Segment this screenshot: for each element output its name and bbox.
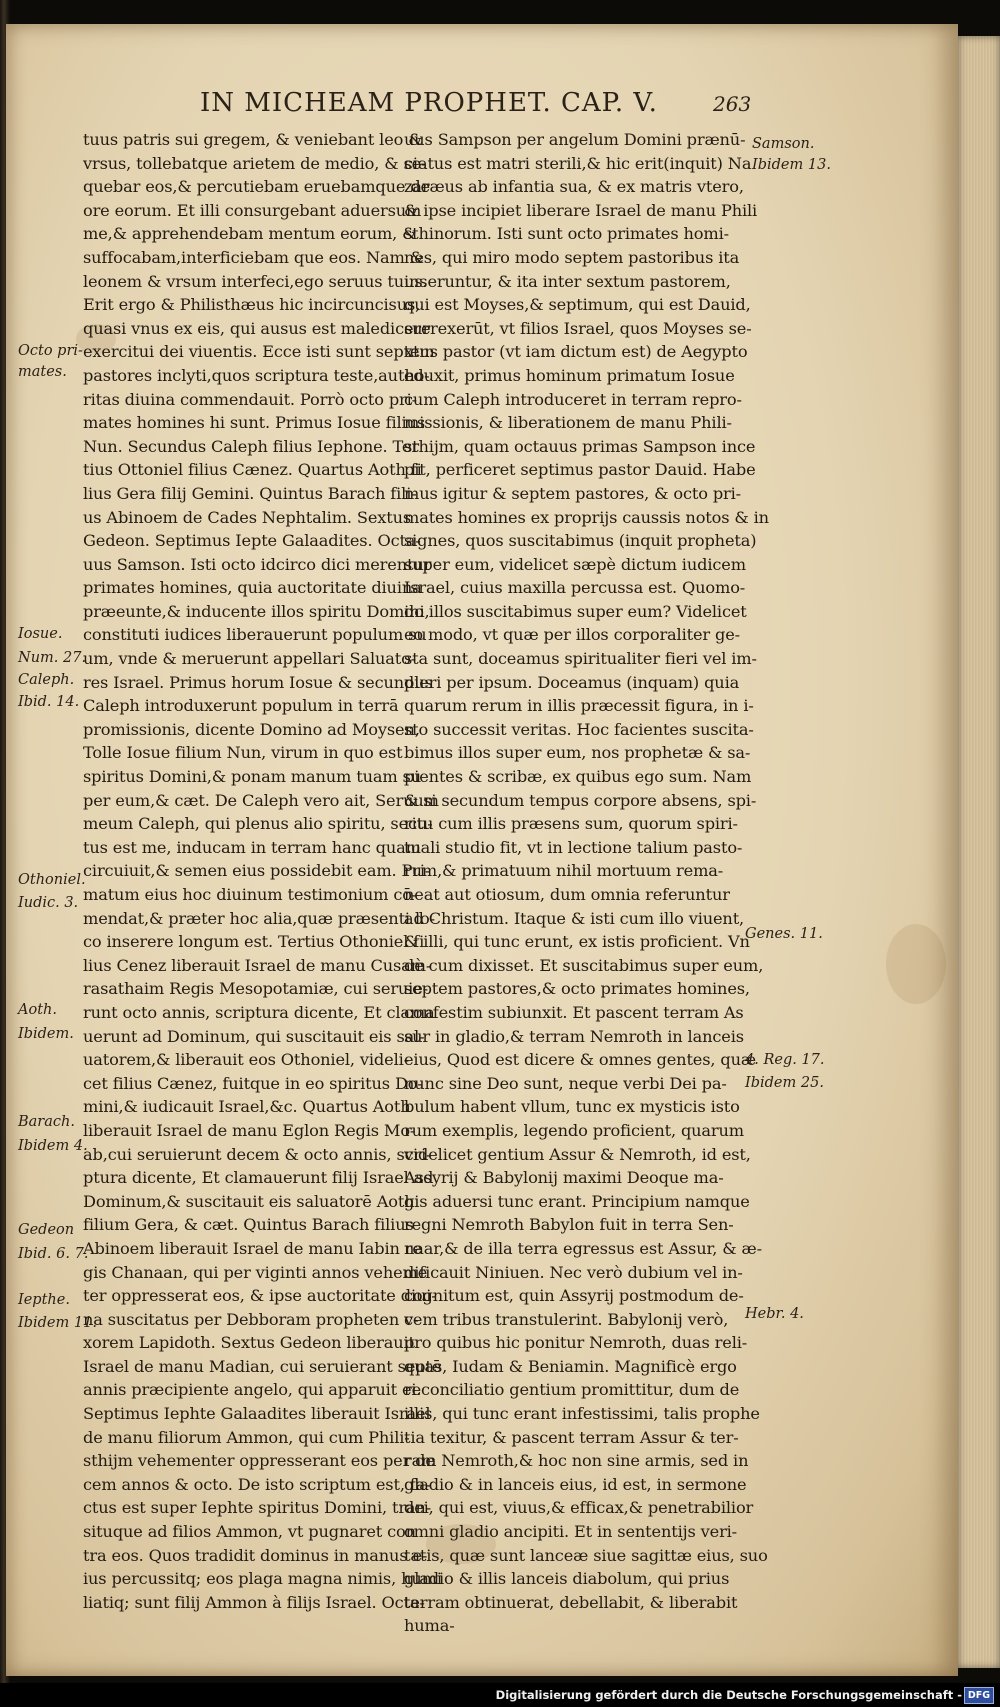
text-line: tia texitur, & pascent terram Assur & ter- bbox=[404, 1427, 739, 1447]
margin-note: Genes. 11. bbox=[745, 926, 823, 942]
text-line: huma- bbox=[404, 1616, 455, 1636]
text-line: ritas diuina commendauit. Porrò octo pri- bbox=[83, 389, 417, 409]
text-line: Dominum,& suscitauit eis saluatorē Aoth bbox=[83, 1191, 415, 1211]
text-line: na suscitatus per Debboram propheten v- bbox=[83, 1309, 419, 1329]
text-line: us Abinoem de Cades Nephtalim. Sextus bbox=[83, 507, 412, 527]
text-line: & si secundum tempus corpore absens, spi- bbox=[404, 790, 757, 810]
text-line: mates homines ex proprijs caussis notos & in bbox=[404, 507, 769, 527]
text-line: liatiq; sunt filij Ammon à filijs Israel. Octa- bbox=[83, 1592, 425, 1612]
text-line: lius Cenez liberauit Israel de manu Cusam- bbox=[83, 955, 432, 975]
text-line: tus est me, inducam in terram hanc quam bbox=[83, 837, 421, 857]
text-line: Gedeon. Septimus Iepte Galaadites. Octa- bbox=[83, 531, 421, 551]
text-line: suffocabam,interficiebam que eos. Nam & bbox=[83, 247, 424, 267]
text-line: sthijm vehementer oppresserant eos per de bbox=[83, 1451, 435, 1471]
margin-note: Ibidem. bbox=[18, 1026, 74, 1042]
text-line: leonem & vrsum interfeci,ego seruus tuus. bbox=[83, 271, 428, 291]
text-line: eius, Quod est dicere & omnes gentes, quæ bbox=[404, 1050, 756, 1070]
text-line: pro quibus hic ponitur Nemroth, duas reli- bbox=[404, 1333, 748, 1353]
text-line: dè cum dixisset. Et suscitabimus super eum, bbox=[404, 955, 764, 975]
margin-note: Ibidem 11. bbox=[18, 1315, 97, 1331]
margin-note: Iudic. 3. bbox=[18, 895, 79, 911]
margin-note: Num. 27. bbox=[18, 650, 87, 666]
text-line: qui est Moyses,& septimum, qui est Dauid, bbox=[404, 295, 751, 315]
margin-note: Ibid. 6. 7. bbox=[18, 1246, 89, 1262]
text-line: sthijm, quam octauus primas Sampson ince bbox=[404, 436, 756, 456]
margin-note: 4. Reg. 17. bbox=[745, 1052, 825, 1068]
text-line: Septimus Iephte Galaadites liberauit Israel bbox=[83, 1404, 431, 1424]
text-line: mini,& iudicauit Israel,&c. Quartus Aoth bbox=[83, 1097, 411, 1117]
text-line: um, vnde & meruerunt appellari Saluato- bbox=[83, 649, 417, 669]
text-line: uatorem,& liberauit eos Othoniel, videli- bbox=[83, 1050, 409, 1070]
text-line: uerunt ad Dominum, qui suscitauit eis sal- bbox=[83, 1026, 425, 1046]
margin-note: Octo pri- bbox=[18, 343, 83, 359]
text-line: Caleph introduxerunt populum in terrā bbox=[83, 696, 399, 716]
text-line: filium Gera, & cæt. Quintus Barach filius bbox=[83, 1215, 414, 1235]
margin-note: Caleph. bbox=[18, 672, 75, 688]
text-line: omni gladio ancipiti. Et in sententijs veri- bbox=[404, 1522, 737, 1542]
text-line: lius Gera filij Gemini. Quintus Barach fili- bbox=[83, 483, 417, 503]
text-line: ritu cum illis præsens sum, quorum spiri- bbox=[404, 814, 738, 834]
text-line: cet filius Cænez, fuitque in eo spiritus Do- bbox=[83, 1073, 423, 1093]
text-line: mendat,& præter hoc alia,quæ præsenti lo- bbox=[83, 908, 435, 928]
text-line: dei, qui est, viuus,& efficax,& penetrabilior bbox=[404, 1498, 754, 1518]
text-line: ram Nemroth,& hoc non sine armis, sed in bbox=[404, 1451, 749, 1471]
text-line: Erit ergo & Philisthæus hic incircuncisus, bbox=[83, 295, 421, 315]
text-line: Israel, cuius maxilla percussa est. Quomo- bbox=[404, 578, 746, 598]
text-line: cem tribus transtulerint. Babylonij verò, bbox=[404, 1309, 729, 1329]
text-line: res Israel. Primus horum Iosue & secundus bbox=[83, 672, 433, 692]
margin-note: Hebr. 4. bbox=[745, 1306, 804, 1322]
margin-note: Gedeon bbox=[18, 1222, 75, 1238]
text-line: ad Christum. Itaque & isti cum illo viuent, bbox=[404, 908, 745, 928]
text-line: vrsus, tollebatque arietem de medio, & se- bbox=[83, 153, 427, 173]
margin-note: Ibidem 25. bbox=[745, 1075, 824, 1091]
text-line: terram obtinuerat, debellabit, & liberabit bbox=[404, 1592, 738, 1612]
text-line: de manu filiorum Ammon, qui cum Phili- bbox=[83, 1427, 410, 1447]
text-line: bimus illos super eum, nos prophetæ & sa- bbox=[404, 743, 751, 763]
text-line: confestim subiunxit. Et pascent terram As bbox=[404, 1002, 744, 1022]
text-line: pleri per ipsum. Doceamus (inquam) quia bbox=[404, 672, 740, 692]
text-line: sthinorum. Isti sunt octo primates homi- bbox=[404, 224, 729, 244]
margin-note: Othoniel. bbox=[18, 872, 86, 888]
text-line: Abinoem liberauit Israel de manu Iabin re bbox=[83, 1238, 422, 1258]
paper-stain bbox=[886, 924, 946, 1004]
text-line: præeunte,& inducente illos spiritu Domini, bbox=[83, 601, 430, 621]
text-line: tius Ottoniel filius Cænez. Quartus Aoth fi bbox=[83, 460, 422, 480]
dfg-logo-icon: DFG bbox=[964, 1687, 994, 1704]
text-line: illis, qui tunc erant infestissimi, talis prophe bbox=[404, 1404, 760, 1424]
right-text-column bbox=[404, 128, 769, 1638]
text-line: zaræus ab infantia sua, & ex matris vtero, bbox=[404, 177, 744, 197]
text-line: sto successit veritas. Hoc facientes suscita- bbox=[404, 719, 754, 739]
text-line: tatis, quæ sunt lanceæ siue sagittæ eius, suo bbox=[404, 1545, 768, 1565]
text-line: signes, quos suscitabimus (inquit propheta) bbox=[404, 531, 757, 551]
margin-note: Iosue. bbox=[18, 626, 63, 642]
text-line: ius percussitq; eos plaga magna nimis, humi bbox=[83, 1569, 442, 1589]
funding-credit: Digitalisierung gefördert durch die Deutsche Forschungsgemeinschaft - bbox=[495, 1688, 962, 1702]
text-line: gis aduersi tunc erant. Principium namque bbox=[404, 1191, 750, 1211]
margin-note: Samson. bbox=[752, 136, 815, 152]
margin-note: Iepthe. bbox=[18, 1292, 70, 1308]
text-line: uus Samson. Isti octo idcirco dici merentur bbox=[83, 554, 432, 574]
text-line: gladio & illis lanceis diabolum, qui prius bbox=[404, 1569, 730, 1589]
text-line: cum Caleph introduceret in terram repro- bbox=[404, 389, 742, 409]
text-line: tuali studio fit, vt in lectione talium pasto- bbox=[404, 837, 743, 857]
text-line: sur in gladio,& terram Nemroth in lanceis bbox=[404, 1026, 744, 1046]
text-line: quebar eos,& percutiebam eruebamque de bbox=[83, 177, 430, 197]
text-line: runt octo annis, scriptura dicente, Et clama bbox=[83, 1002, 435, 1022]
text-line: rasathaim Regis Mesopotamiæ, cui seruie- bbox=[83, 979, 428, 999]
text-line: sta sunt, doceamus spiritualiter fieri vel im- bbox=[404, 649, 757, 669]
margin-note: Barach. bbox=[18, 1114, 75, 1130]
text-line: ptura dicente, Et clamauerunt filij Israel ad bbox=[83, 1168, 434, 1188]
text-line: pastores inclyti,quos scriptura teste,autho- bbox=[83, 365, 430, 385]
text-line: gis Chanaan, qui per viginti annos veheme bbox=[83, 1262, 428, 1282]
text-line: eduxit, primus hominum primatum Iosue bbox=[404, 365, 735, 385]
text-line: per eum,& cæt. De Caleph vero ait, Seruum bbox=[83, 790, 439, 810]
text-line: exercitui dei viuentis. Ecce isti sunt septem bbox=[83, 342, 435, 362]
margin-note: mates. bbox=[18, 364, 67, 380]
page-number: 263 bbox=[713, 92, 752, 116]
text-line: surrexerūt, vt filios Israel, quos Moyses se- bbox=[404, 318, 752, 338]
digitization-footer bbox=[0, 1683, 1000, 1707]
text-line: Israel de manu Madian, cui seruierant septē bbox=[83, 1356, 442, 1376]
text-line: ciatus est matri sterili,& hic erit(inquit) Na bbox=[404, 153, 752, 173]
text-line: meum Caleph, qui plenus alio spiritu, secu- bbox=[83, 814, 433, 834]
text-line: neat aut otiosum, dum omnia referuntur bbox=[404, 885, 730, 904]
margin-note: Aoth. bbox=[18, 1002, 57, 1018]
text-line: circuiuit,& semen eius possidebit eam. Pri- bbox=[83, 861, 431, 881]
text-line: dificauit Niniuen. Nec verò dubium vel in- bbox=[404, 1262, 743, 1282]
text-line: ter oppresserat eos, & ipse auctoritate diui- bbox=[83, 1286, 437, 1306]
text-line: reconciliatio gentium promittitur, dum de bbox=[404, 1380, 740, 1400]
text-line: quasi vnus ex eis, qui ausus est maledicere bbox=[83, 318, 431, 338]
text-line: missionis, & liberationem de manu Phili- bbox=[404, 413, 732, 433]
text-line: Assyrij & Babylonij maximi Deoque ma- bbox=[404, 1168, 724, 1188]
text-line: bulum habent vllum, tunc ex mysticis isto bbox=[404, 1097, 740, 1117]
text-line: inseruntur, & ita inter sextum pastorem, bbox=[404, 271, 731, 291]
text-line: uus Sampson per angelum Domini prænū- bbox=[404, 130, 746, 149]
text-line: mus igitur & septem pastores, & octo pri- bbox=[404, 483, 741, 503]
text-line: tuus patris sui gregem, & veniebant leo & bbox=[83, 130, 423, 149]
text-line: ab,cui seruierunt decem & octo annis, scri- bbox=[83, 1144, 432, 1164]
left-text-column bbox=[83, 128, 442, 1614]
text-line: constituti iudices liberauerunt populum su bbox=[83, 625, 427, 645]
text-line: matum eius hoc diuinum testimonium cō- bbox=[83, 885, 418, 904]
text-line: me,& apprehendebam mentum eorum, & bbox=[83, 224, 417, 244]
text-line: regni Nemroth Babylon fuit in terra Sen- bbox=[404, 1215, 734, 1235]
text-line: xtus pastor (vt iam dictum est) de Aegypto bbox=[404, 342, 748, 362]
text-line: gladio & in lanceis eius, id est, in sermone bbox=[404, 1474, 747, 1494]
margin-note: Ibidem 4. bbox=[18, 1138, 88, 1154]
text-line: naar,& de illa terra egressus est Assur, & æ- bbox=[404, 1238, 762, 1258]
text-line: situque ad filios Ammon, vt pugnaret con bbox=[83, 1522, 416, 1542]
text-line: pit, perficeret septimus pastor Dauid. Habe bbox=[404, 460, 756, 480]
text-line: rum exemplis, legendo proficient, quarum bbox=[404, 1120, 745, 1140]
text-line: ctus est super Iephte spiritus Domini, tran- bbox=[83, 1498, 432, 1518]
text-line: liberauit Israel de manu Eglon Regis Mo- bbox=[83, 1120, 416, 1140]
text-line: tra eos. Quos tradidit dominus in manus e- bbox=[83, 1545, 428, 1565]
text-line: nunc sine Deo sunt, neque verbi Dei pa- bbox=[404, 1073, 727, 1093]
text-line: septem pastores,& octo primates homines, bbox=[404, 979, 750, 999]
text-line: cem annos & octo. De isto scriptum est, fa- bbox=[83, 1474, 431, 1494]
margin-note: Ibidem 13. bbox=[752, 157, 831, 173]
running-head: IN MICHEAM PROPHET. CAP. V. bbox=[200, 88, 658, 118]
text-line: primates homines, quia auctoritate diuina bbox=[83, 578, 422, 598]
text-line: nes, qui miro modo septem pastoribus ita bbox=[404, 247, 740, 267]
text-line: cognitum est, quin Assyrij postmodum de- bbox=[404, 1286, 744, 1306]
margin-note: Ibid. 14. bbox=[18, 694, 80, 710]
text-line: xorem Lapidoth. Sextus Gedeon liberauit bbox=[83, 1333, 415, 1353]
text-line: quarum rerum in illis præcessit figura, in i- bbox=[404, 696, 754, 716]
text-line: annis præcipiente angelo, qui apparuit ei. bbox=[83, 1380, 422, 1400]
text-line: spiritus Domini,& ponam manum tuam su bbox=[83, 767, 421, 787]
text-line: videlicet gentium Assur & Nemroth, id est, bbox=[404, 1144, 751, 1164]
text-line: Tolle Iosue filium Nun, virum in quo est bbox=[83, 743, 403, 763]
text-line: mates homines hi sunt. Primus Iosue filius bbox=[83, 413, 425, 433]
page-edges bbox=[958, 36, 1000, 1668]
text-line: rum,& primatuum nihil mortuum rema- bbox=[404, 861, 724, 881]
text-line: & ipse incipiet liberare Israel de manu Phili bbox=[404, 200, 758, 220]
text-line: do illos suscitabimus super eum? Videlicet bbox=[404, 601, 747, 621]
text-line: super eum, videlicet sæpè dictum iudicem bbox=[404, 554, 746, 574]
text-line: eo modo, vt quæ per illos corporaliter ge- bbox=[404, 625, 740, 645]
text-line: Nun. Secundus Caleph filius Iephone. Ter bbox=[83, 436, 419, 456]
text-line: promissionis, dicente Domino ad Moysen, bbox=[83, 719, 420, 739]
text-line: quas, Iudam & Beniamin. Magnificè ergo bbox=[404, 1356, 737, 1376]
text-line: ore eorum. Et illi consurgebant aduersum bbox=[83, 200, 422, 220]
text-line: pientes & scribæ, ex quibus ego sum. Nam bbox=[404, 767, 752, 787]
text-line: & illi, qui tunc erunt, ex istis proficient. Vn bbox=[404, 932, 750, 952]
text-line: co inserere longum est. Tertius Othoniel fi bbox=[83, 932, 425, 952]
